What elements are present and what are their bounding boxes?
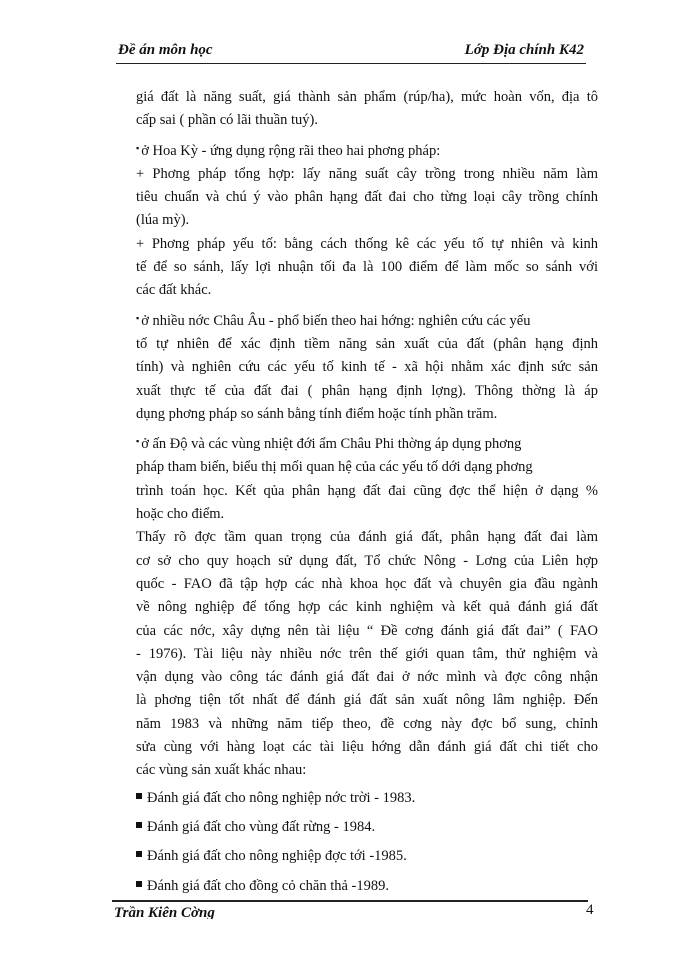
text-line: các vùng sản xuất khác nhau: [136,762,307,779]
text-line: các đất khác. [136,282,212,299]
text-line: trình toán học. Kết qủa phân hạng đất đai cũng đợc thể hiện ở dạng % [136,482,598,499]
text-line: tính) và nghiên cứu các yếu tố kinh tế - xã hội nhằm xác định sức sản [136,359,598,376]
text-line: xuất thực tế của đất đai ( phân hạng định lợng). Thông thờng là áp [136,382,598,399]
dash-bullet-icon: ▪ [136,436,140,447]
paragraph-india [136,430,598,526]
page-number: 4 [586,902,594,918]
text-line: quốc - FAO đã tập hợp các nhà khoa học đất và chuyên gia đầu ngành [136,575,598,592]
paragraph-1 [136,86,598,133]
document-body [136,86,598,904]
text-line: là phơng tiện tốt nhất để đánh giá đất sản xuất nông lâm nghiệp. Đến [136,692,598,709]
text-line: tế để so sánh, lấy lợi nhuận tối đa là 100 điểm để làm mốc so sánh với [136,259,598,276]
text-line-content: ở ấn Độ và các vùng nhiệt đới ẩm Châu Phi thờng áp dụng phơng [141,436,522,453]
text-line: sửa cùng với hàng loạt các tài liệu hớng dẫn đánh giá đất chi tiết cho [136,739,598,756]
text-line [136,430,598,456]
header-class-name: Lớp Địa chính K42 [464,42,584,58]
square-bullet-icon [136,851,142,857]
text-line: giá đất là năng suất, giá thành sản phẩm (rúp/ha), mức hoàn vốn, địa tô [136,89,598,105]
paragraph-fao [136,526,598,782]
text-line: cơ sở cho quy hoạch sử dụng đất, Tổ chức Nông - Lơng của Liên hợp [136,552,598,569]
page-header [118,42,584,64]
header-course-title: Đề án môn học [118,42,213,58]
square-bullet-icon [136,881,142,887]
text-line: + Phơng pháp yếu tố: bằng cách thống kê các yếu tố tự nhiên và kinh [136,235,598,252]
text-line [136,307,598,333]
bullet-list [136,787,598,898]
list-item [136,816,598,839]
square-bullet-icon [136,793,142,799]
text-line: về nông nghiệp để tổng hợp các kinh nghiệm và kết quả đánh giá đất [136,599,598,616]
dash-bullet-icon: ▪ [136,142,140,153]
text-line: Thấy rõ đợc tầm quan trọng của đánh giá đất, phân hạng đất đai làm [136,529,598,546]
text-line: tố tự nhiên để xác định tiềm năng sản xuất của đất (phân hạng định [136,335,598,352]
footer-author: Trần Kiên Cờng [114,905,215,919]
text-line: + Phơng pháp tổng hợp: lấy năng suất cây trồng trong nhiều năm làm [136,165,598,182]
text-line: của các nớc, xây dựng nên tài liệu “ Đề cơng đánh giá đất đai” ( FAO [136,622,598,639]
list-item-text: Đánh giá đất cho vùng đất rừng - 1984. [147,818,376,835]
header-rule [116,63,586,64]
text-line: cấp sai ( phần có lãi thuần tuý). [136,112,318,129]
square-bullet-icon [136,822,142,828]
text-line: dụng phơng pháp so sánh bằng tính điểm hoặc tính phần trăm. [136,405,498,422]
dash-bullet-icon: ▪ [136,312,140,323]
list-item-text: Đánh giá đất cho nông nghiệp nớc trời - 1983. [147,789,416,806]
text-line: - 1976). Tài liệu này nhiều nớc trên thế giới quan tâm, thử nghiệm và [136,645,598,662]
paragraph-usa [136,137,598,303]
footer-rule [112,900,588,902]
list-item-text: Đánh giá đất cho đồng cỏ chăn thả -1989. [147,877,389,894]
text-line: tiêu chuẩn và chú ý vào phân hạng đất đai cho từng loại cây trồng chính [136,189,598,206]
text-line: năm 1983 và những năm tiếp theo, đề cơng này đợc bổ sung, chỉnh [136,715,598,732]
list-item [136,787,598,810]
list-item-text: Đánh giá đất cho nông nghiệp đợc tới -1985. [147,848,407,865]
list-item [136,845,598,868]
paragraph-europe [136,307,598,426]
text-line: pháp tham biến, biểu thị mối quan hệ của các yếu tố dới dạng phơng [136,459,533,476]
text-line: (lúa mỳ). [136,212,190,229]
text-line: hoặc cho điểm. [136,506,225,523]
text-line [136,137,598,163]
text-line: vận dụng vào công tác đánh giá đất đai ở nớc mình và đợc công nhận [136,669,598,686]
text-line-content: ở nhiều nớc Châu Âu - phổ biến theo hai hớng: nghiên cứu các yếu [141,312,531,329]
text-line-content: ở Hoa Kỳ - ứng dụng rộng rãi theo hai phơng pháp: [141,142,441,159]
list-item [136,875,598,898]
